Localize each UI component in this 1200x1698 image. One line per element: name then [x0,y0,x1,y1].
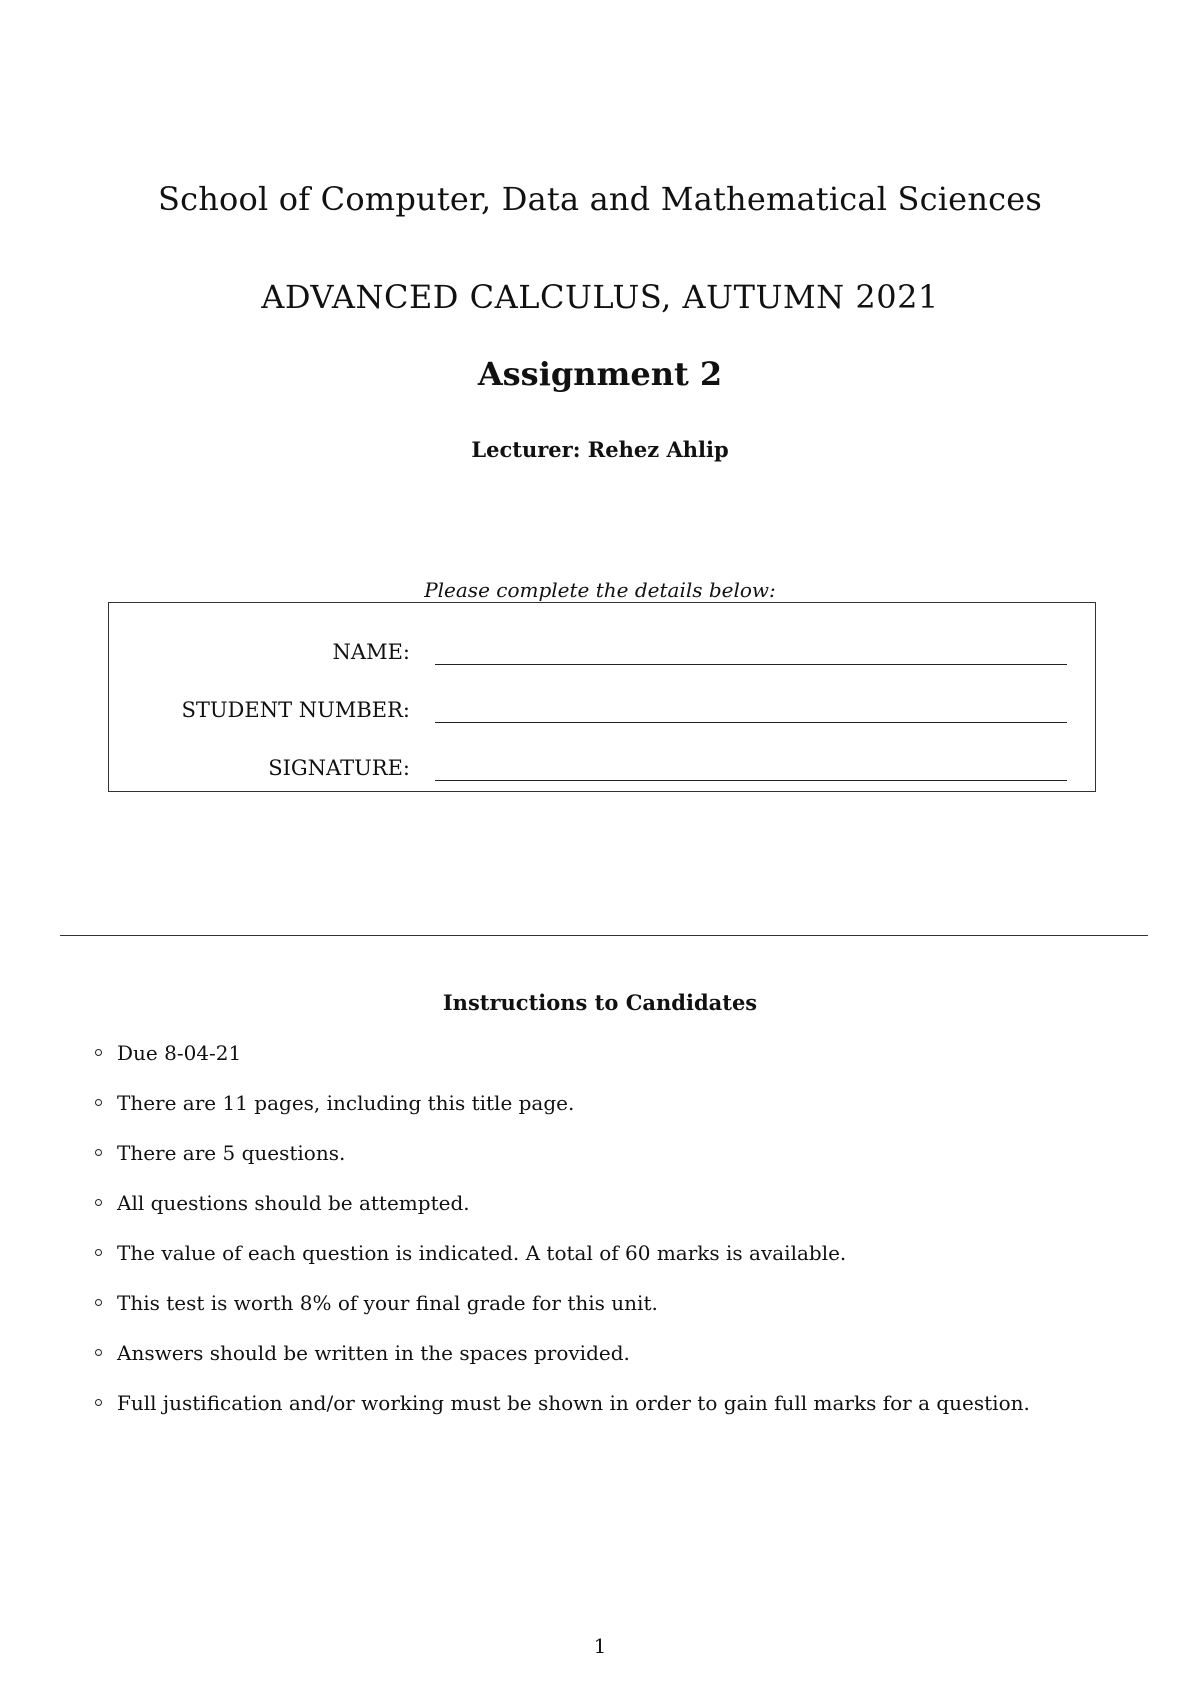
section-divider [60,935,1148,936]
bullet-icon [95,1199,102,1206]
details-caption-text: Please complete the details below: [418,578,782,602]
bullet-icon [95,1249,102,1256]
school-name: School of Computer, Data and Mathematical Sciences [157,180,1043,218]
lecturer-name: Lecturer: Rehez Ahlip [471,437,729,462]
instruction-text: Full justification and/or working must be shown in order to gain full marks for a question. [117,1391,1030,1415]
list-item [95,1140,1155,1190]
page-number: 1 [593,1634,607,1658]
student-number-label: STUDENT NUMBER: [181,698,410,722]
instructions-list [95,1040,1155,1440]
instruction-text: There are 11 pages, including this title page. [117,1091,575,1115]
name-label: NAME: [332,640,410,664]
bullet-icon [95,1349,102,1356]
student-details-box [108,602,1096,792]
student-number-field[interactable] [435,722,1067,723]
instruction-text: All questions should be attempted. [117,1191,470,1215]
course-title: ADVANCED CALCULUS, AUTUMN 2021 [261,278,939,316]
bullet-icon [95,1399,102,1406]
instruction-text: This test is worth 8% of your final grade for this unit. [117,1291,658,1315]
list-item [95,1390,1155,1440]
instruction-text: Due 8-04-21 [117,1041,242,1065]
instructions-title: Instructions to Candidates [442,990,758,1015]
name-field[interactable] [435,664,1067,665]
instruction-text: The value of each question is indicated. A total of 60 marks is available. [117,1241,847,1265]
details-caption [0,578,1200,602]
bullet-icon [95,1299,102,1306]
bullet-icon [95,1049,102,1056]
signature-label: SIGNATURE: [268,756,410,780]
list-item [95,1190,1155,1240]
signature-field[interactable] [435,780,1067,781]
list-item [95,1340,1155,1390]
instruction-text: Answers should be written in the spaces provided. [117,1341,630,1365]
bullet-icon [95,1149,102,1156]
list-item [95,1090,1155,1140]
list-item [95,1240,1155,1290]
list-item [95,1290,1155,1340]
assignment-title: Assignment 2 [477,355,723,393]
list-item [95,1040,1155,1090]
bullet-icon [95,1099,102,1106]
instruction-text: There are 5 questions. [117,1141,346,1165]
